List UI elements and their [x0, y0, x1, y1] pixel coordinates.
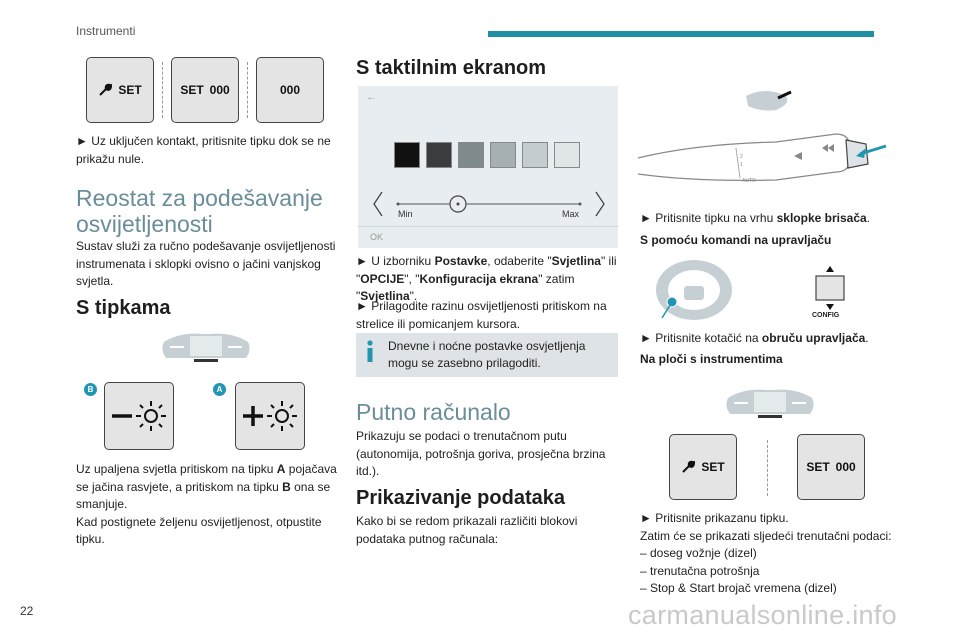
- section-heading-trip-computer: Putno računalo: [356, 399, 511, 425]
- section-header: Instrumenti: [76, 24, 136, 38]
- divider-line: [767, 440, 768, 496]
- zero-label: 000: [835, 460, 856, 474]
- list-item: – Stop & Start brojač vremena (dizel): [640, 581, 837, 595]
- zero-key-label: 000: [279, 83, 301, 97]
- subheading-steering-controls: S pomoću komandi na upravljaču: [640, 233, 832, 247]
- header-accent-bar: [488, 31, 874, 37]
- config-button-illustration: [812, 266, 848, 322]
- list-item: – trenutačna potrošnja: [640, 563, 760, 578]
- instrument-cluster-illustration: [160, 328, 252, 366]
- trip-computer-description: Prikazuju se podaci o trenutačnom putu (autonomija, potrošnja goriva, prosječna brzina itd.).: [356, 429, 606, 478]
- rheostat-description: Sustav služi za ručno podešavanje osvijetljenosti instrumenata i sklopki ovisno o jačini vanjskog svjetla.: [76, 239, 336, 288]
- page-number: 22: [20, 604, 34, 618]
- dimmer-plus-key: [235, 382, 305, 450]
- touchscreen-step1: ► U izborniku Postavke, odaberite "Svjetlina" ili "OPCIJE", "Konfiguracija ekrana" zatim "Svjetlina".: [356, 254, 617, 303]
- brightness-decrease-icon: [108, 399, 170, 433]
- config-label: CONFIG: [812, 312, 840, 319]
- subheading-touchscreen: S taktilnim ekranom: [356, 57, 547, 79]
- svg-text:AUTO: AUTO: [742, 178, 756, 184]
- brightness-swatch: [522, 142, 548, 168]
- zero-key-illustration: [256, 57, 324, 123]
- list-item: – doseg vožnje (dizel): [640, 546, 757, 560]
- badge-a: A: [213, 383, 226, 396]
- buttons-description: Uz upaljena svjetla pritiskom na tipku A pojačava se jačina rasvjete, a pritiskom na tipku B ona se smanjuje. Kad postignete željenu osvijetljenost, otpustite tipku.: [76, 462, 337, 546]
- slider-max-label: Max: [562, 209, 580, 219]
- dimmer-minus-key: [104, 382, 174, 450]
- intro-text: ► Uz uključen kontakt, pritisnite tipku dok se ne prikažu nule.: [76, 134, 331, 166]
- subheading-buttons: S tipkama: [76, 297, 171, 319]
- brightness-increase-icon: [239, 399, 301, 433]
- set-key-label: SET: [118, 83, 142, 97]
- touchscreen-brightness-illustration: [358, 86, 618, 248]
- instrument-panel-steps: ► Pritisnite prikazanu tipku. Zatim će se prikazati sljedeći trenutačni podaci: – doseg vožnje (dizel) – trenutačna potrošnja – Stop & Start brojač vremena (dizel): [640, 510, 916, 598]
- brightness-swatch: [458, 142, 484, 168]
- instrument-cluster-illustration: [724, 384, 816, 422]
- set-label: SET: [180, 83, 204, 97]
- wiper-stalk-step: ► Pritisnite tipku na vrhu sklopke brisača.: [640, 211, 871, 225]
- set-key-illustration: [86, 57, 154, 123]
- svg-text:1: 1: [740, 162, 743, 168]
- subheading-display-data: Prikazivanje podataka: [356, 487, 565, 509]
- divider-line: [247, 62, 248, 118]
- brightness-swatch: [426, 142, 452, 168]
- badge-b: B: [84, 383, 97, 396]
- screen-divider: [358, 226, 618, 227]
- brightness-swatch: [394, 142, 420, 168]
- brightness-swatch: [490, 142, 516, 168]
- set-000-key-illustration: [797, 434, 865, 500]
- set-key-illustration: [669, 434, 737, 500]
- wrench-icon: [98, 83, 112, 97]
- slider-min-label: Min: [398, 209, 413, 219]
- subheading-instrument-panel: Na ploči s instrumentima: [640, 352, 783, 366]
- steering-step: ► Pritisnite kotačić na obruču upravljača.: [640, 331, 869, 345]
- wiper-stalk-illustration: [636, 78, 892, 200]
- brightness-swatch: [554, 142, 580, 168]
- ok-button-label: OK: [370, 232, 384, 242]
- divider-line: [162, 62, 163, 118]
- info-note-text: Dnevne i noćne postavke osvjetljenja mogu se zasebno prilagoditi.: [388, 339, 586, 370]
- set-key-label: SET: [701, 460, 725, 474]
- display-data-intro: Kako bi se redom prikazali različiti blokovi podataka putnog računala:: [356, 514, 578, 546]
- back-arrow-icon: ←: [366, 91, 377, 103]
- touchscreen-step2: ► Prilagodite razinu osvijetljenosti pritiskom na strelice ili pomicanjem kursora.: [356, 299, 607, 331]
- info-note: [356, 333, 618, 377]
- set-label: SET: [806, 460, 830, 474]
- set-000-key-illustration: [171, 57, 239, 123]
- wrench-icon: [681, 460, 695, 474]
- section-heading-rheostat: Reostat za podešavanje osvijetljenosti: [76, 185, 323, 237]
- zero-label: 000: [209, 83, 230, 97]
- svg-text:2: 2: [740, 154, 743, 160]
- watermark: carmanualsonline.info: [628, 600, 897, 630]
- steering-wheel-illustration: [652, 258, 736, 322]
- info-icon: [364, 339, 376, 363]
